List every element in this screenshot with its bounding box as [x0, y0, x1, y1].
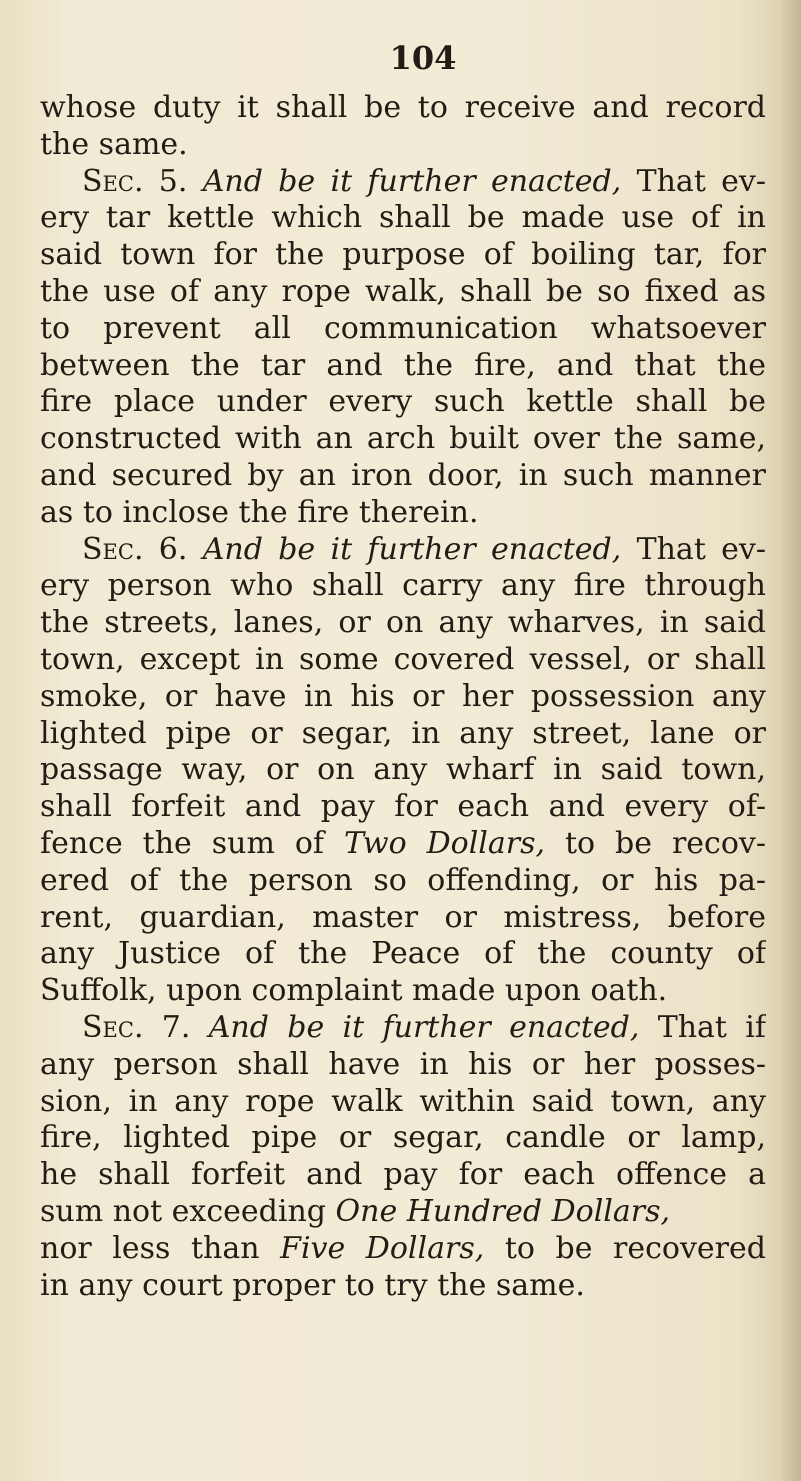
- page-edge-shadow: [779, 0, 801, 1481]
- text-line: [40, 164, 766, 201]
- text-line: constructed with an arch built over the same,: [40, 421, 766, 457]
- text-line: town, except in some covered vessel, or shall: [40, 641, 766, 677]
- text-line: he shall forfeit and pay for each offence a: [40, 1157, 766, 1193]
- text-line: passage way, or on any wharf in said town,: [40, 752, 766, 788]
- italic-amount: Two Dollars,: [343, 825, 546, 861]
- line-text: to be recov-: [545, 825, 766, 861]
- text-line: the streets, lanes, or on any wharves, in said: [40, 605, 766, 641]
- line-text: That ev-: [621, 163, 766, 199]
- line-text: That ev-: [621, 531, 766, 567]
- text-line: as to inclose the fire therein.: [40, 494, 479, 530]
- text-line: [40, 826, 766, 863]
- text-line: ery person who shall carry any fire through: [40, 568, 766, 604]
- text-line: [40, 1010, 766, 1047]
- text-block: [40, 40, 766, 1304]
- line-text: sum not exceeding: [40, 1193, 336, 1229]
- text-line: to prevent all communication whatsoever: [40, 310, 766, 346]
- line-text: That if: [639, 1009, 766, 1045]
- section-number: Sec. 6.: [82, 531, 188, 567]
- text-line: fire, lighted pipe or segar, candle or lamp,: [40, 1120, 766, 1156]
- text-line: ered of the person so offending, or his pa-: [40, 862, 766, 898]
- text-line: fire place under every such kettle shall be: [40, 384, 766, 420]
- line-text: fence the sum of: [40, 825, 344, 861]
- text-line: said town for the purpose of boiling tar, for: [40, 237, 766, 273]
- text-line: [40, 1231, 766, 1268]
- text-line: smoke, or have in his or her possession any: [40, 678, 766, 714]
- text-line: the same.: [40, 126, 188, 162]
- text-line: any person shall have in his or her posses-: [40, 1046, 766, 1082]
- section-number: Sec. 5.: [82, 163, 188, 199]
- italic-amount: One Hundred Dollars,: [335, 1193, 671, 1229]
- line-text: to be recovered: [484, 1230, 766, 1266]
- enacting-clause: And be it further enacted,: [202, 163, 622, 199]
- text-line: Suffolk, upon complaint made upon oath.: [40, 973, 668, 1009]
- text-line: between the tar and the fire, and that the: [40, 347, 766, 383]
- text-line: [40, 1194, 766, 1231]
- italic-amount: Five Dollars,: [280, 1230, 485, 1266]
- text-line: sion, in any rope walk within said town, any: [40, 1083, 766, 1119]
- text-line: in any court proper to try the same.: [40, 1267, 585, 1303]
- text-line: any Justice of the Peace of the county of: [40, 936, 766, 972]
- text-line: whose duty it shall be to receive and record: [40, 90, 766, 125]
- body-text: [40, 90, 766, 1304]
- text-line: the use of any rope walk, shall be so fixed as: [40, 273, 766, 309]
- text-line: ery tar kettle which shall be made use of in: [40, 200, 766, 236]
- page-number: 104: [389, 39, 457, 77]
- section-number: Sec. 7.: [82, 1009, 191, 1045]
- enacting-clause: And be it further enacted,: [202, 531, 622, 567]
- line-text: nor less than: [40, 1230, 281, 1266]
- text-line: rent, guardian, master or mistress, before: [40, 899, 766, 935]
- text-line: [40, 532, 766, 569]
- text-line: lighted pipe or segar, in any street, lane or: [40, 715, 766, 751]
- text-line: shall forfeit and pay for each and every of-: [40, 789, 766, 825]
- text-line: and secured by an iron door, in such manner: [40, 457, 766, 493]
- enacting-clause: And be it further enacted,: [208, 1009, 640, 1045]
